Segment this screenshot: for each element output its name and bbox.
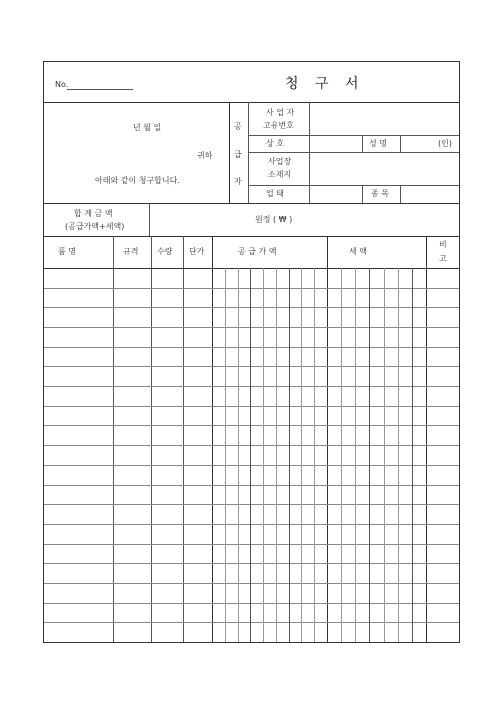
header-qty: 수량 bbox=[157, 247, 173, 256]
header-spec: 규격 bbox=[123, 247, 139, 256]
address-field[interactable] bbox=[310, 153, 458, 184]
header-unit-price: 단가 bbox=[189, 247, 205, 256]
supplier-side-char-2: 급 bbox=[234, 150, 242, 159]
company-field[interactable] bbox=[310, 136, 361, 151]
supplier-side-char-3: 자 bbox=[234, 177, 242, 186]
no-field[interactable] bbox=[67, 89, 133, 90]
name-label: 성 명 bbox=[369, 139, 387, 148]
supplier-side-char-1: 공 bbox=[234, 122, 242, 131]
name-field[interactable] bbox=[401, 136, 436, 151]
header-remark-2: 고 bbox=[439, 254, 447, 263]
invoice-form bbox=[43, 61, 460, 643]
recipient-suffix: 귀하 bbox=[197, 151, 213, 160]
company-label: 상 호 bbox=[266, 139, 284, 148]
business-item-label: 종 목 bbox=[371, 189, 389, 198]
reg-no-field[interactable] bbox=[310, 103, 458, 134]
business-type-label: 업 태 bbox=[266, 189, 284, 198]
reg-no-label-2: 고유번호 bbox=[263, 121, 294, 130]
address-label-1: 사업장 bbox=[268, 157, 292, 166]
total-label-1: 합 계 금 액 bbox=[74, 209, 113, 218]
date-label: 년 월 일 bbox=[133, 123, 162, 132]
total-label-2: (공급가액+세액) bbox=[65, 222, 125, 231]
address-label-2: 소재지 bbox=[268, 170, 292, 179]
header-remark-1: 비 bbox=[439, 240, 447, 249]
seal-mark: (인) bbox=[438, 139, 452, 148]
page-title: 청 구 서 bbox=[285, 76, 365, 92]
header-tax: 세 액 bbox=[349, 247, 367, 256]
no-label: No. bbox=[55, 80, 69, 89]
total-amount[interactable]: 원정 ( ₩ ) bbox=[255, 215, 293, 224]
business-item-field[interactable] bbox=[401, 186, 458, 202]
request-text: 아래와 같이 청구합니다. bbox=[95, 176, 180, 185]
business-type-field[interactable] bbox=[310, 186, 361, 202]
reg-no-label-1: 사 업 자 bbox=[266, 108, 295, 117]
header-item: 품 명 bbox=[58, 247, 76, 256]
header-supply-amount: 공 급 가 액 bbox=[238, 247, 277, 256]
